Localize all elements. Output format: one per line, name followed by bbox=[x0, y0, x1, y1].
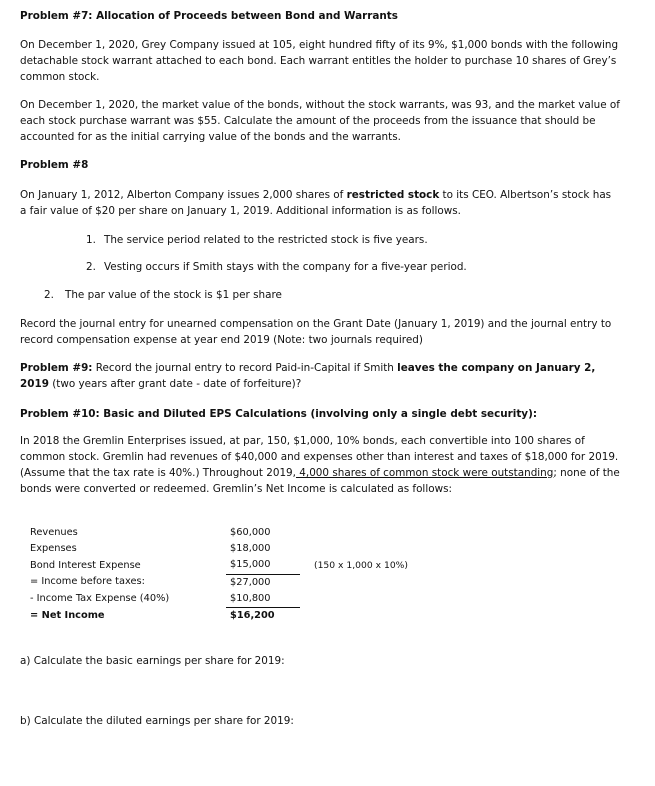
income-note bbox=[300, 525, 408, 541]
income-label: = Income before taxes: bbox=[30, 576, 145, 588]
income-note bbox=[300, 574, 408, 591]
table-row bbox=[30, 541, 408, 557]
income-label: = Net Income bbox=[30, 609, 105, 621]
restricted-stock-term: restricted stock bbox=[346, 189, 440, 201]
income-amount: $60,000 bbox=[230, 527, 271, 538]
question-a: a) Calculate the basic earnings per share for 2019: bbox=[20, 655, 285, 667]
list-item-number: 1. bbox=[86, 234, 96, 246]
problem7-title: Problem #7: Allocation of Proceeds between Bond and Warrants bbox=[20, 10, 398, 22]
problem10-title: Problem #10: Basic and Diluted EPS Calculations (involving only a single debt security): bbox=[20, 408, 537, 420]
income-label: - Income Tax Expense (40%) bbox=[30, 593, 170, 605]
problem10-paragraph-start: In 2018 the Gremlin Enterprises issued, at par, 150, $1,000, 10% bonds, each convertible into 100 shares of common stock. Gremlin had revenues of $40,000 and expenses other than interest and taxes of $18,000 for 2019. (Assume that the tax rate is 40%.) Throughout 2019, bbox=[20, 435, 619, 479]
shares-outstanding-underlined: 4,000 shares of common stock were outstanding bbox=[295, 467, 554, 479]
income-amount: $18,000 bbox=[230, 543, 271, 555]
income-amount: $10,800 bbox=[226, 591, 300, 608]
list-item-outer bbox=[44, 287, 282, 303]
income-label: Revenues bbox=[30, 527, 78, 538]
net-income-table bbox=[30, 525, 408, 624]
problem8-paragraph-1-start: On January 1, 2012, Alberton Company issues 2,000 shares of bbox=[20, 189, 347, 201]
income-note bbox=[300, 608, 408, 625]
list-item-number: 2. bbox=[44, 289, 54, 301]
problem8-paragraph-1 bbox=[20, 187, 620, 219]
list-item-number: 2. bbox=[86, 261, 96, 273]
table-row bbox=[30, 557, 408, 574]
income-label: Expenses bbox=[30, 543, 77, 555]
problem8-paragraph-2: Record the journal entry for unearned compensation on the Grant Date (January 1, 2019) and the journal entry to record compensation expense at year end 2019 (Note: two journals required) bbox=[20, 318, 612, 346]
problem10-paragraph bbox=[20, 433, 620, 497]
income-amount: $16,200 bbox=[230, 610, 275, 622]
list-item bbox=[86, 232, 428, 248]
problem8-title: Problem #8 bbox=[20, 159, 89, 171]
problem7-paragraph-1: On December 1, 2020, Grey Company issued at 105, eight hundred fifty of its 9%, $1,000 bonds with the following detachable stock warrant attached to each bond. Each warrant entitles the holder to purchase 10 shares of Grey’s common stock. bbox=[20, 39, 619, 83]
problem8-paragraph-1-end: to its CEO. Albertson’s stock has a fair value of $20 per share on January 1, 2019. Additional information is as follows. bbox=[20, 189, 612, 217]
problem9-text-start: Record the journal entry to record Paid-in-Capital if Smith bbox=[92, 362, 398, 374]
problem10-paragraph-end: ; none of the bonds were converted or redeemed. Gremlin’s Net Income is calculated as follows: bbox=[20, 467, 620, 495]
table-row bbox=[30, 608, 408, 625]
table-row bbox=[30, 574, 408, 591]
problem9-block bbox=[20, 360, 620, 392]
income-note bbox=[300, 591, 408, 608]
list-item bbox=[86, 259, 467, 275]
list-item-text: Vesting occurs if Smith stays with the company for a five-year period. bbox=[104, 261, 467, 273]
income-amount: $27,000 bbox=[230, 576, 271, 588]
table-row bbox=[30, 525, 408, 541]
income-note: (150 x 1,000 x 10%) bbox=[314, 559, 408, 571]
problem9-text-end: (two years after grant date - date of forfeiture)? bbox=[48, 378, 302, 390]
problem9-bold-phrase: leaves the company on January 2, 2019 bbox=[20, 362, 596, 390]
table-row bbox=[30, 591, 408, 608]
problem7-paragraph-2: On December 1, 2020, the market value of the bonds, without the stock warrants, was 93, and the market value of each stock purchase warrant was $55. Calculate the amount of the proceeds from the issuance that should be accounted for as the initial carrying value of the bonds and the warrants. bbox=[20, 99, 620, 143]
problem9-title: Problem #9: bbox=[20, 362, 93, 374]
income-amount: $15,000 bbox=[226, 557, 300, 574]
question-b: b) Calculate the diluted earnings per share for 2019: bbox=[20, 715, 294, 727]
list-item-text: The service period related to the restricted stock is five years. bbox=[104, 234, 428, 246]
income-note bbox=[300, 541, 408, 557]
income-label: Bond Interest Expense bbox=[30, 559, 141, 571]
list-item-text: The par value of the stock is $1 per share bbox=[65, 289, 282, 301]
